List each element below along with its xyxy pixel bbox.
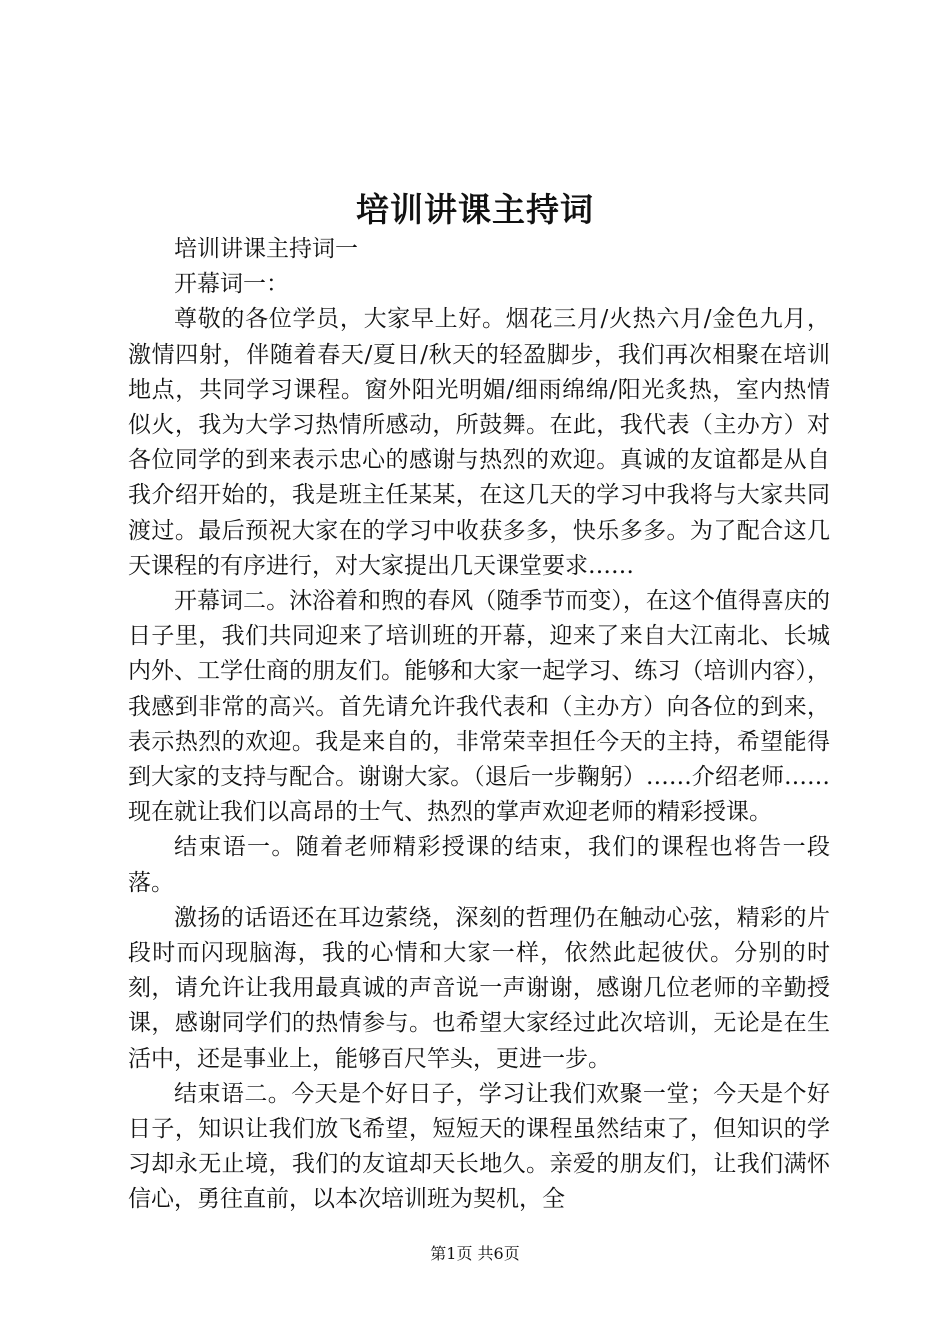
paragraph-opening-heading: 开幕词一：: [174, 271, 289, 298]
paragraph-opening-two: 开幕词二。沐浴着和煦的春风（随季节而变），在这个值得喜庆的日子里，我们共同迎来了培训班的开幕，迎来了来自大江南北、长城内外、工学仕商的朋友们。能够和大家一起学习、练习（培训内容），我感到非常的高兴。首先请允许我代表和（主办方）向各位的到来，表示热烈的欢迎。我是来自的，非常荣幸担任今天的主持，希望能得到大家的支持与配合。谢谢大家。（退后一步鞠躬）……介绍老师……现在就让我们以高昂的士气、热烈的掌声欢迎老师的精彩授课。: [128, 588, 830, 826]
paragraph-opening-one: 尊敬的各位学员，大家早上好。烟花三月/火热六月/金色九月，激情四射，伴随着春天/夏日/秋天的轻盈脚步，我们再次相聚在培训地点，共同学习课程。窗外阳光明媚/细雨绵绵/阳光炙热，室内热情似火，我为大学习热情所感动，所鼓舞。在此，我代表（主办方）对各位同学的到来表示忠心的感谢与热烈的欢迎。真诚的友谊都是从自我介绍开始的，我是班主任某某，在这几天的学习中我将与大家共同渡过。最后预祝大家在的学习中收获多多，快乐多多。为了配合这几天课程的有序进行，对大家提出几天课堂要求……: [128, 306, 830, 579]
paragraph-closing-one: 结束语一。随着老师精彩授课的结束，我们的课程也将告一段落。: [128, 834, 830, 896]
page-number-footer: 第1页 共6页: [430, 1244, 520, 1263]
document-body: [128, 232, 830, 1218]
paragraph-closing-reflection: 激扬的话语还在耳边萦绕，深刻的哲理仍在触动心弦，精彩的片段时而闪现脑海，我的心情和大家一样，依然此起彼伏。分别的时刻，请允许让我用最真诚的声音说一声谢谢，感谢几位老师的辛勤授课，感谢同学们的热情参与。也希望大家经过此次培训，无论是在生活中，还是事业上，能够百尺竿头，更进一步。: [128, 904, 830, 1072]
paragraph-subtitle: 培训讲课主持词一: [174, 236, 358, 262]
paragraph-closing-two: 结束语二。今天是个好日子，学习让我们欢聚一堂；今天是个好日子，知识让我们放飞希望，短短天的课程虽然结束了，但知识的学习却永无止境，我们的友谊却天长地久。亲爱的朋友们，让我们满怀信心，勇往直前，以本次培训班为契机，全: [128, 1080, 830, 1213]
document-title: 培训讲课主持词: [356, 190, 594, 229]
